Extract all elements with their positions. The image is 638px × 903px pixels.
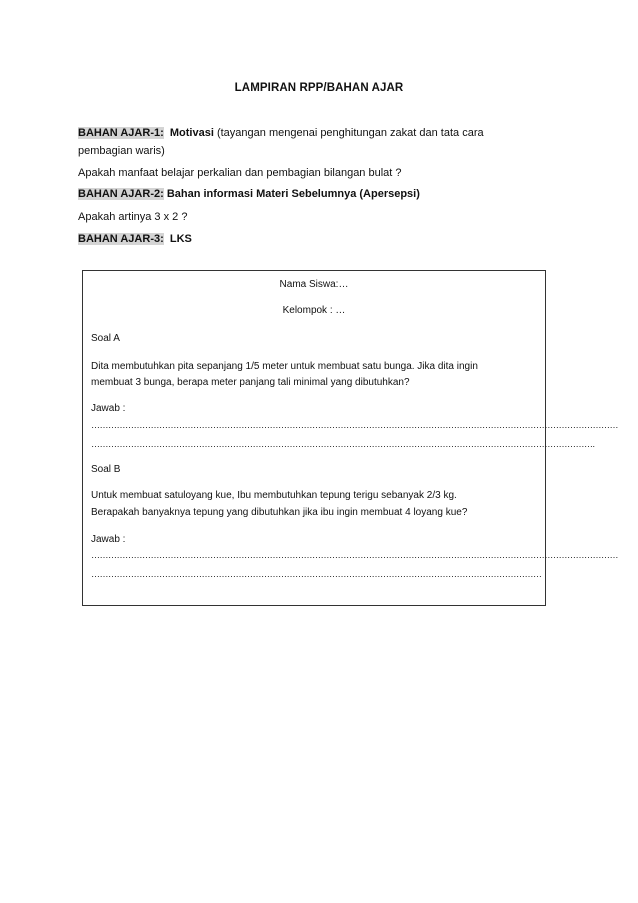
bahan-ajar-1-desc: (tayangan mengenai penghitungan zakat dan tata cara [213,127,484,139]
bahan-ajar-1-desc-line2: pembagian waris) [78,145,165,157]
soal-a-text-line2: membuat 3 bunga, berapa meter panjang tali minimal yang dibutuhkan? [91,377,410,388]
bahan-ajar-3-line [78,233,192,245]
lks-worksheet-box [82,270,618,606]
bahan-ajar-1-topic: Motivasi [169,127,214,139]
soal-b-text-line1: Untuk membuat satuloyang kue, Ibu membutuhkan tepung terigu sebanyak 2/3 kg. [91,490,457,501]
bahan-ajar-3-label: BAHAN AJAR-3: [78,233,164,245]
soal-a-answer-line-1: …………………………………………………………………………………………………………………………………………………………………… [91,420,618,430]
soal-b-answer-line-2: …………………………………………………………………………………………………………………………………………… [91,569,542,579]
bahan-ajar-1-label: BAHAN AJAR-1: [78,127,164,139]
question-2: Apakah artinya 3 x 2 ? [78,211,188,223]
soal-a-heading: Soal A [91,333,120,344]
soal-a-text-line1: Dita membutuhkan pita sepanjang 1/5 meter untuk membuat satu bunga. Jika dita ingin [91,361,478,372]
bahan-ajar-2-line [78,188,420,200]
bahan-ajar-1-line1 [78,127,484,139]
nama-siswa-label: Nama Siswa:… [279,279,349,290]
soal-a-answer-line-2: ……………………………………………………………………………………………………………………………………………………………. [91,439,595,449]
page-title: LAMPIRAN RPP/BAHAN AJAR [234,82,404,94]
question-1: Apakah manfaat belajar perkalian dan pembagian bilangan bulat ? [78,167,402,179]
bahan-ajar-3-topic: LKS [169,233,192,245]
bahan-ajar-2-topic: Bahan informasi Materi Sebelumnya (Apersepsi) [163,188,420,200]
bahan-ajar-2-label: BAHAN AJAR-2: [78,188,164,200]
soal-b-text-line2: Berapakah banyaknya tepung yang dibutuhkan jika ibu ingin membuat 4 loyang kue? [91,507,468,518]
soal-b-jawab-label: Jawab : [91,534,126,545]
soal-b-heading: Soal B [91,464,121,475]
soal-b-answer-line-1: …………………………………………………………………………………………………………………………………………………………………… [91,550,618,560]
kelompok-label: Kelompok : … [282,305,346,316]
soal-a-jawab-label: Jawab : [91,403,126,414]
